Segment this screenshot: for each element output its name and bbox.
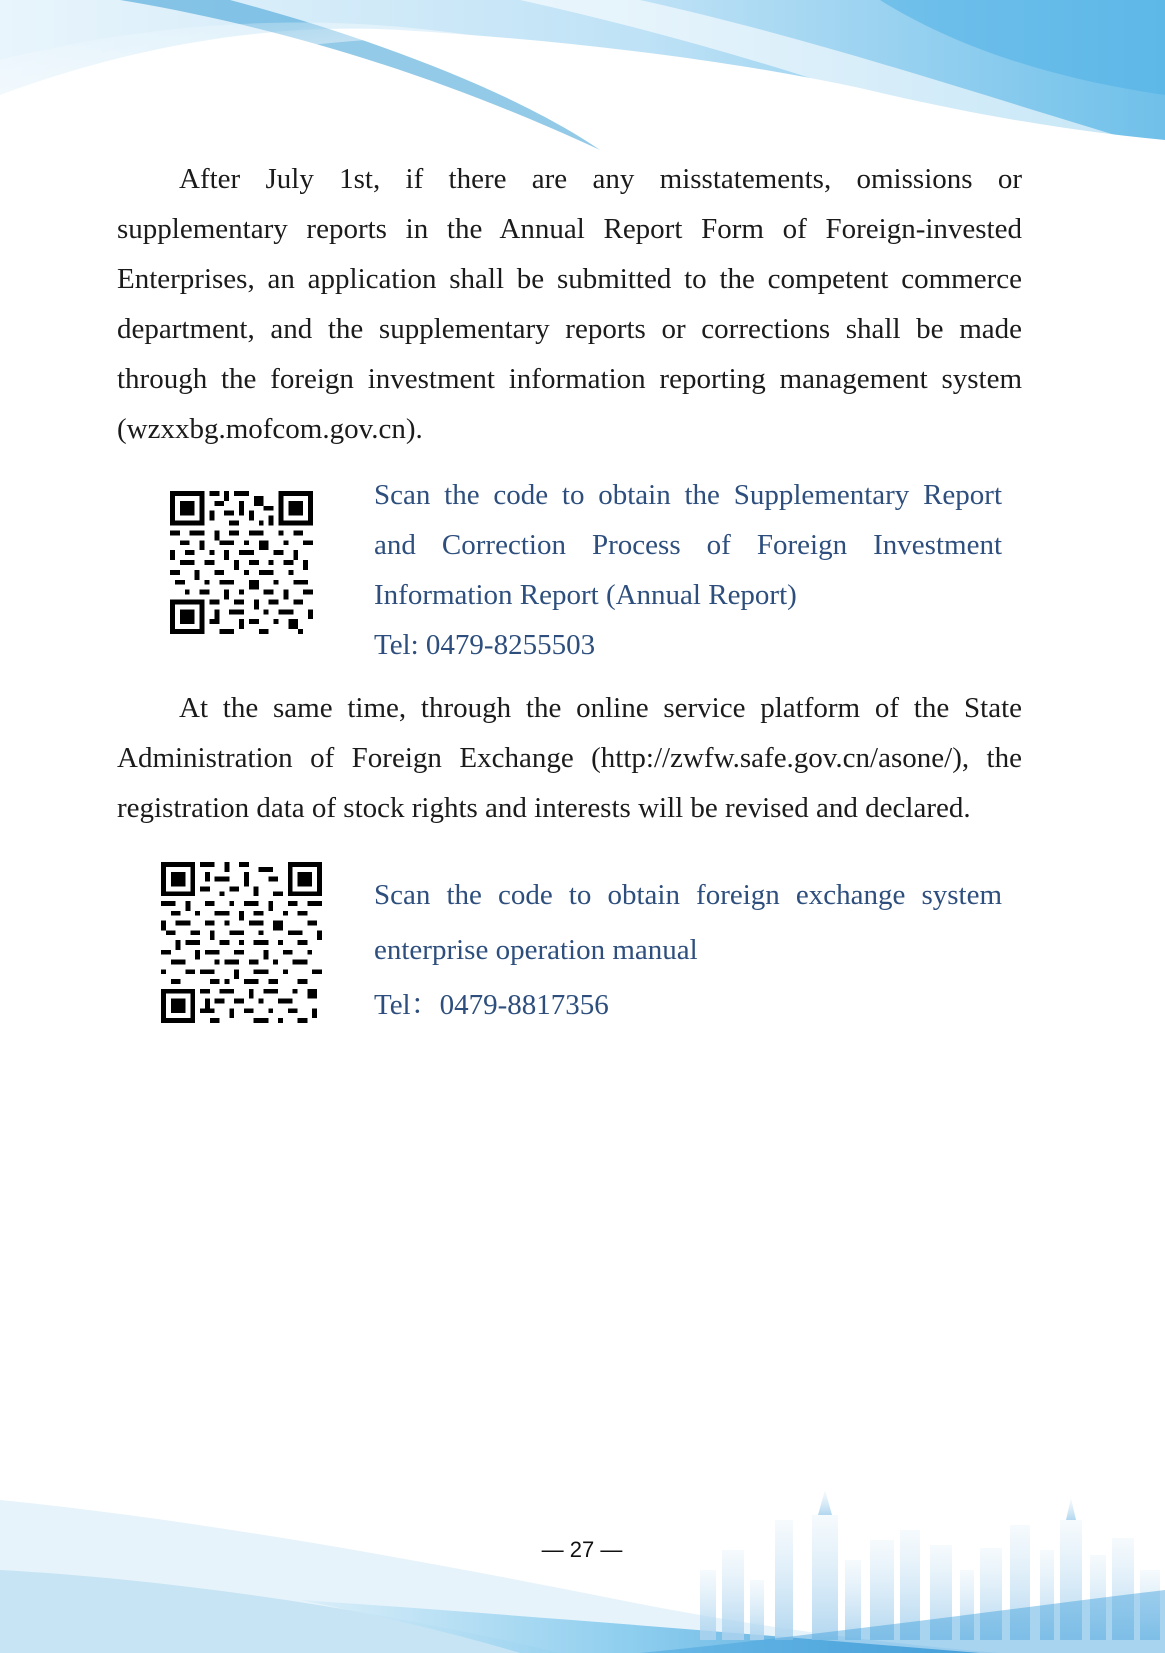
body-paragraph-1: After July 1st, if there are any misstatements, omissions or supplementary reports in the Annual Report Form of Foreign-invested Enterprises, an application shall be submitted to the competent commerce department, and the supplementary reports or corrections shall be made through the foreign investment information reporting management system (wzxxbg.mofcom.gov.cn). <box>117 163 1022 445</box>
qr-caption-2: Scan the code to obtain foreign exchange system enterprise operation manual <box>374 879 1002 966</box>
qr-code-annual-report <box>170 491 313 634</box>
qr-caption-1: Scan the code to obtain the Supplementary Report and Correction Process of Foreign Investment Information Report (Annual Report) <box>374 479 1002 611</box>
qr-tel-2: Tel：0479-8817356 <box>374 989 609 1021</box>
qr-tel-1: Tel: 0479-8255503 <box>374 629 596 661</box>
body-paragraph-2: At the same time, through the online service platform of the State Administration of Foreign Exchange (http://zwfw.safe.gov.cn/asone/), the registration data of stock rights and interests will be revised and declared. <box>117 692 1022 824</box>
qr-caption-block-2 <box>374 868 1002 1033</box>
qr-caption-block-1 <box>374 470 1002 670</box>
top-wave-decoration <box>0 0 1165 175</box>
page-number: — 27 — <box>541 1537 623 1562</box>
qr-code-foreign-exchange-manual <box>161 862 322 1023</box>
